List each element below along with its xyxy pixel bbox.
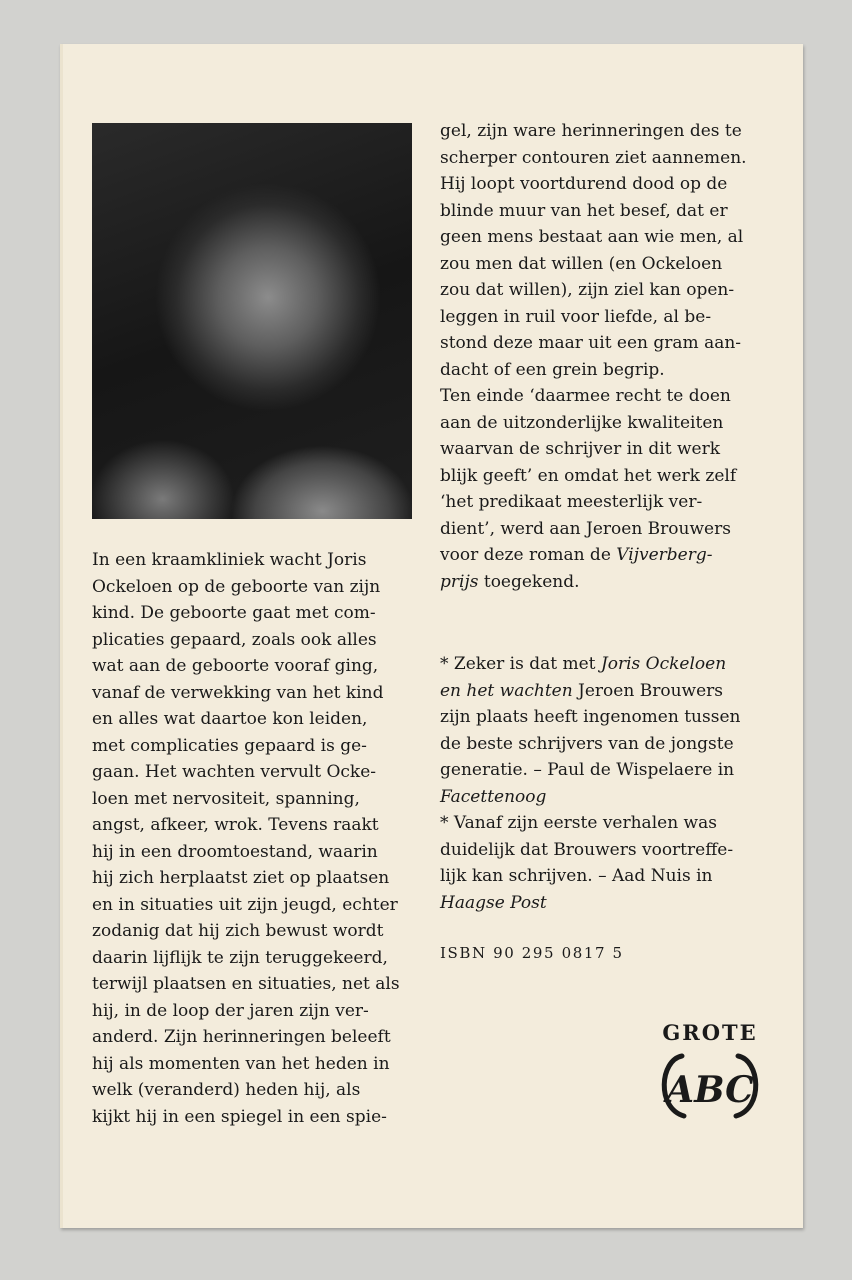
book-title: Joris Ockeloen xyxy=(600,654,727,674)
quote-line: * Vanaf zijn eerste verhalen was xyxy=(440,813,717,833)
blurb-line: en in situaties uit zijn jeugd, echter xyxy=(92,894,398,915)
author-photo xyxy=(92,123,412,519)
blurb-line: vanaf de verwekking van het kind xyxy=(92,682,384,703)
quote-text: * Zeker is dat met xyxy=(440,654,601,674)
publication-name: Facettenoog xyxy=(440,786,547,807)
blurb-line: welk (veranderd) heden hij, als xyxy=(92,1080,361,1100)
blurb-line: zodanig dat hij zich bewust wordt xyxy=(92,921,384,941)
quote-line: generatie. – Paul de Wispelaere in xyxy=(440,760,735,780)
blurb-right-column xyxy=(440,118,747,595)
quote-source xyxy=(440,784,740,811)
blurb-line: hij in een droomtoestand, waarin xyxy=(92,841,378,862)
blurb-line: kijkt hij in een spiegel in een spie- xyxy=(92,1106,387,1127)
blurb-line: dacht of een grein begrip. xyxy=(440,359,665,380)
blurb-line: gel, zijn ware herinneringen des te xyxy=(440,121,742,141)
blurb-text: toegekend. xyxy=(478,571,580,592)
quote-line xyxy=(440,678,740,705)
blurb-line: hij als momenten van het heden in xyxy=(92,1053,390,1074)
blurb-line: wat aan de geboorte vooraf ging, xyxy=(92,656,379,676)
isbn: ISBN 90 295 0817 5 xyxy=(440,944,624,962)
blurb-line-prize xyxy=(440,542,747,569)
grote-abc-logo xyxy=(652,1016,768,1128)
blurb-line: In een kraamkliniek wacht Joris xyxy=(92,550,367,570)
blurb-line: Hij loopt voortdurend dood op de xyxy=(440,174,728,194)
blurb-line: blijk geeft’ en omdat het werk zelf xyxy=(440,465,737,486)
blurb-line: dient’, werd aan Jeroen Brouwers xyxy=(440,518,731,539)
blurb-line: en alles wat daartoe kon leiden, xyxy=(92,709,368,729)
blurb-line: zou men dat willen (en Ockeloen xyxy=(440,253,723,274)
blurb-line: met complicaties gepaard is ge- xyxy=(92,735,367,756)
prize-name: Vijverberg- xyxy=(616,545,713,565)
blurb-line: geen mens bestaat aan wie men, al xyxy=(440,227,744,247)
book-title: en het wachten xyxy=(440,680,573,701)
blurb-line: angst, afkeer, wrok. Tevens raakt xyxy=(92,815,379,835)
quote-source xyxy=(440,890,740,917)
quote-line xyxy=(440,651,740,678)
blurb-line: anderd. Zijn herinneringen beleeft xyxy=(92,1027,391,1047)
blurb-line: aan de uitzonderlijke kwaliteiten xyxy=(440,412,724,433)
blurb-line: hij zich herplaatst ziet op plaatsen xyxy=(92,868,390,888)
blurb-line: Ockeloen op de geboorte van zijn xyxy=(92,576,381,597)
quote-text: Jeroen Brouwers xyxy=(572,680,723,701)
blurb-line: hij, in de loop der jaren zijn ver- xyxy=(92,1000,369,1021)
blurb-line-prize-end xyxy=(440,569,747,596)
prize-name-end: prijs xyxy=(440,571,479,592)
blurb-line: terwijl plaatsen en situaties, net als xyxy=(92,974,400,994)
blurb-line: plicaties gepaard, zoals ook alles xyxy=(92,629,377,650)
blurb-line: daarin lijflijk te zijn teruggekeerd, xyxy=(92,947,388,968)
blurb-line: kind. De geboorte gaat met com- xyxy=(92,603,376,623)
blurb-left-column xyxy=(92,547,400,1130)
quote-line: de beste schrijvers van de jongste xyxy=(440,733,734,754)
blurb-line: waarvan de schrijver in dit werk xyxy=(440,439,720,459)
quote-line: duidelijk dat Brouwers voortreffe- xyxy=(440,839,734,860)
blurb-line: ‘het predikaat meesterlijk ver- xyxy=(440,492,703,512)
review-quotes xyxy=(440,651,740,916)
blurb-line: zou dat willen), zijn ziel kan open- xyxy=(440,280,735,300)
quote-line: zijn plaats heeft ingenomen tussen xyxy=(440,707,741,727)
publication-name: Haagse Post xyxy=(440,892,547,913)
blurb-line: loen met nervositeit, spanning, xyxy=(92,788,360,809)
blurb-line: stond deze maar uit een gram aan- xyxy=(440,333,742,353)
quote-line: lijk kan schrijven. – Aad Nuis in xyxy=(440,866,713,886)
blurb-line: gaan. Het wachten vervult Ocke- xyxy=(92,762,377,782)
blurb-line: scherper contouren ziet aannemen. xyxy=(440,147,747,168)
logo-top-text: GROTE xyxy=(662,1020,758,1045)
logo-main-text: ABC xyxy=(666,1069,754,1111)
blurb-line: blinde muur van het besef, dat er xyxy=(440,200,728,221)
blurb-text: voor deze roman de xyxy=(440,545,611,565)
blurb-line: leggen in ruil voor liefde, al be- xyxy=(440,306,712,327)
blurb-line: Ten einde ‘daarmee recht te doen xyxy=(440,386,731,406)
